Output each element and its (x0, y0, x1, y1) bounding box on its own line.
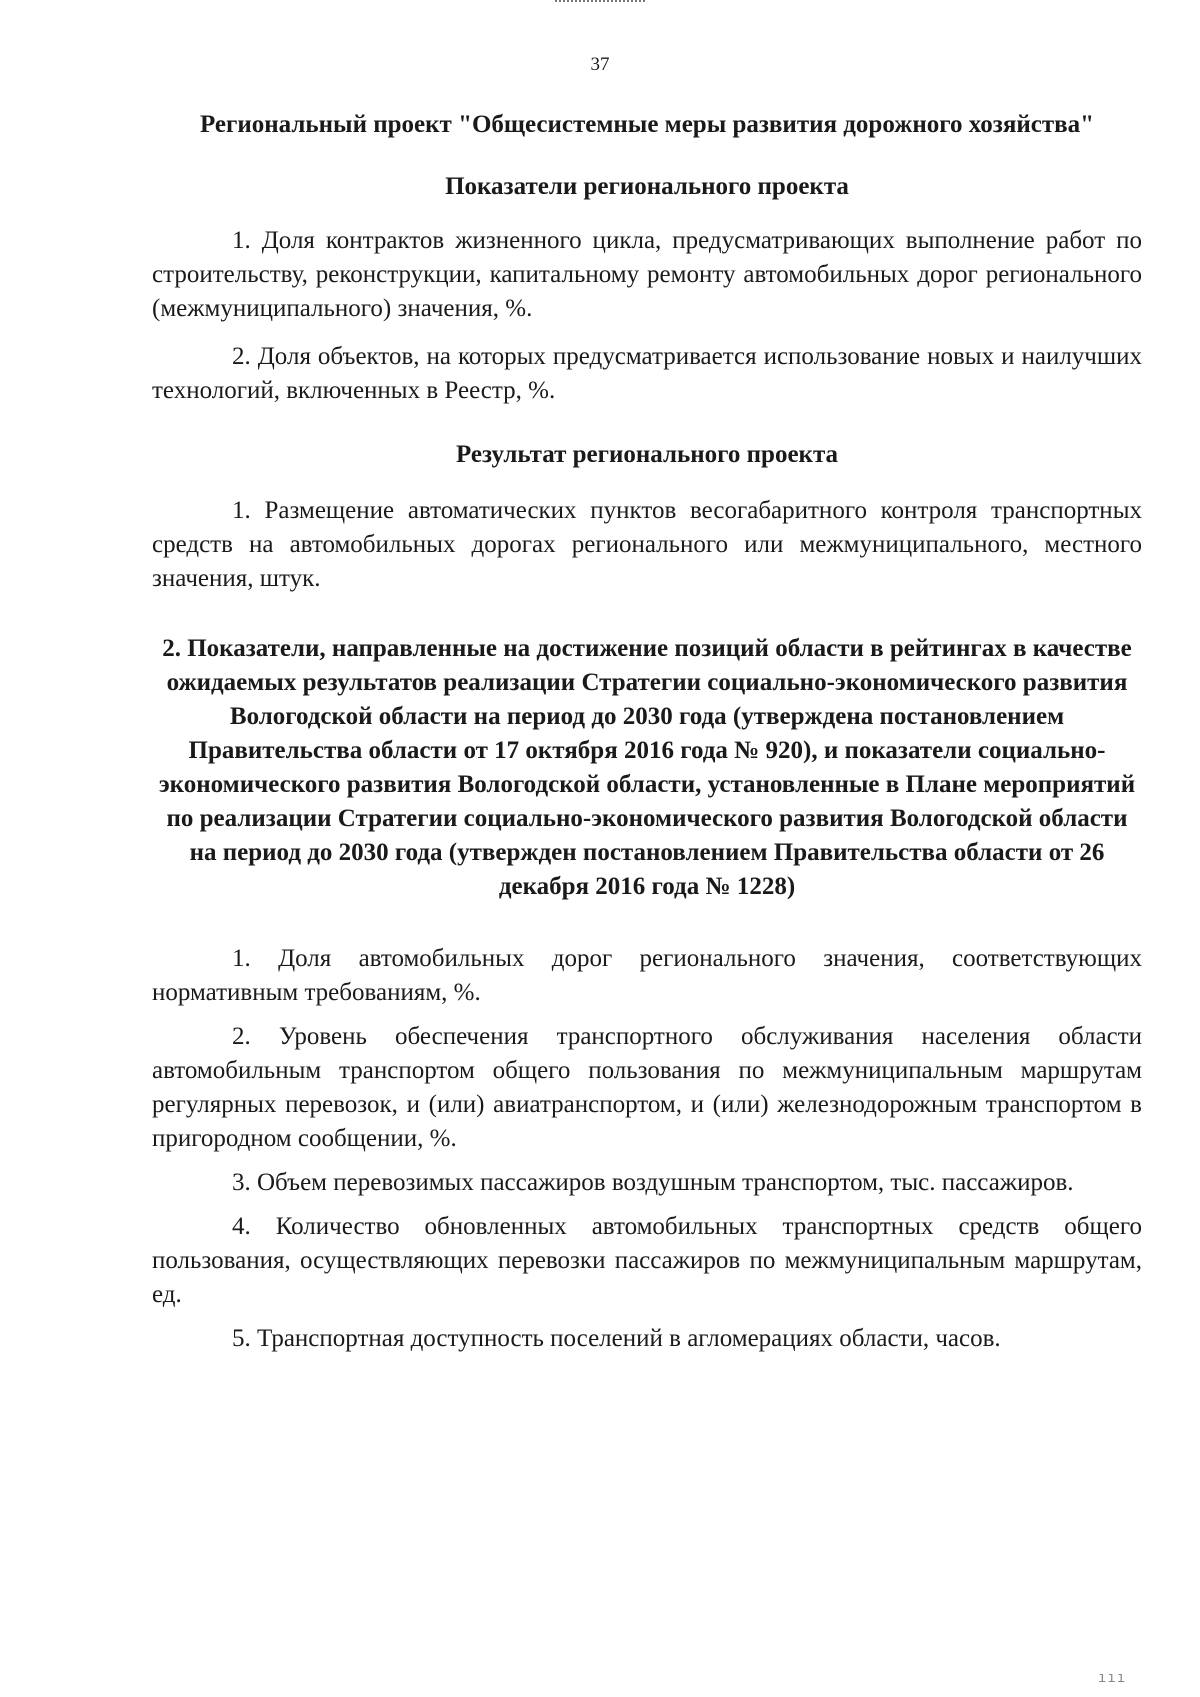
result-heading: Результат регионального проекта (455, 441, 839, 468)
scan-mark-corner: ııı (1098, 1670, 1127, 1686)
indicators-heading: Показатели регионального проекта (445, 173, 849, 200)
section-2-item: 3. Объем перевозимых пассажиров воздушным транспортом, тыс. пассажиров. (232, 1169, 1074, 1196)
result-item: 1. Размещение автоматических пунктов весогабаритного контроля транспортных средств на автомобильных дорогах регионального или межмуниципального, местного значения, штук. (152, 497, 1142, 592)
section-2-item: 1. Доля автомобильных дорог регионального значения, соответствующих нормативным требованиям, %. (152, 945, 1142, 1006)
indicator-item: 2. Доля объектов, на которых предусматривается использование новых и наилучших технологий, включенных в Реестр, %. (152, 343, 1142, 404)
section-2-item: 2. Уровень обеспечения транспортного обслуживания населения области автомобильным транспортом общего пользования по межмуниципальным маршрутам регулярных перевозок, и (или) авиатранспортом, и (или) железнодорожным транспортом в пригородном сообщении, %. (152, 1023, 1142, 1152)
section-2-heading: 2. Показатели, направленные на достижение позиций области в рейтингах в качестве ожидаемых результатов реализации Стратегии социально-экономического развития Вологодской области на период до 2030 года (утверждена постановлением Правительства области от 17 октября 2016 года № 920), и показатели социально-экономического развития Вологодской области, установленные в Плане мероприятий по реализации Стратегии социально-экономического развития Вологодской области на период до 2030 года (утвержден постановлением Правительства области от 26 декабря 2016 года № 1228) (158, 635, 1136, 900)
section-2-item: 5. Транспортная доступность поселений в агломерациях области, часов. (232, 1325, 1001, 1352)
section-2-item: 4. Количество обновленных автомобильных транспортных средств общего пользования, осуществляющих перевозки пассажиров по межмуниципальным маршрутам, ед. (152, 1213, 1142, 1308)
page-content (152, 108, 1142, 1366)
project-title: Региональный проект "Общесистемные меры развития дорожного хозяйства" (199, 111, 1095, 138)
scan-mark-top (555, 0, 645, 5)
indicator-item: 1. Доля контрактов жизненного цикла, предусматривающих выполнение работ по строительству, реконструкции, капитальному ремонту автомобильных дорог регионального (межмуниципального) значения, %. (152, 227, 1142, 322)
page-number: 37 (590, 54, 610, 75)
